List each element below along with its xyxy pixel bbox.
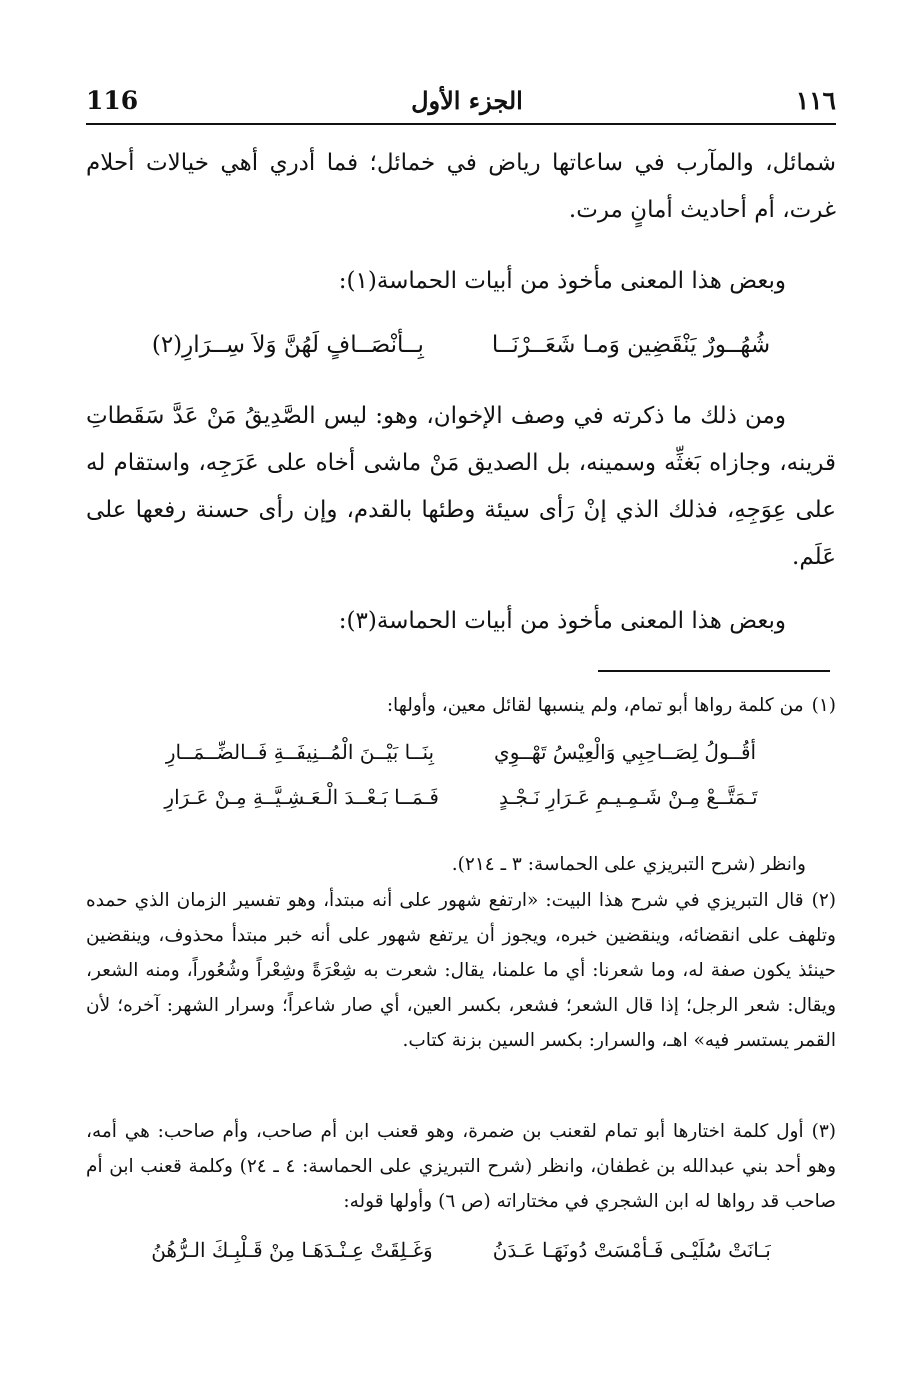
paragraph-2: وبعض هذا المعنى مأخوذ من أبيات الحماسة(١): — [338, 268, 786, 294]
footnote-2-text: قال التبريزي في شرح هذا البيت: «ارتفع شهور على أنه مبتدأ، وهو تفسير الزمان الذي حمده وتلهف على انقضائه، وينقضين خبره، ويجوز أن يرتفع شهور على أنه خبر مبتدأ محذوف، وينقضين حينئذ يكون صفة له، وما شعرنا: أي ما علمنا، يقال: شعرت به شِعْرَةً وشِعْراً وشُعُوراً، ومنه الشعر، ويقال: شعر الرجل؛ إذا قال الشعر؛ فشعر، بكسر العين، أي صار شاعراً؛ وسرار الشهر: آخره؛ لأن القمر يستسر فيه» اهـ، والسرار: بكسر السين بزنة كتاب. — [86, 890, 836, 1051]
footnote-1-verse-1-first: أقُــولُ لِصَــاحِبِي وَالْعِيْسُ تَهْــوِي — [494, 740, 757, 764]
footnote-1-verse-2-first: تَـمَتَّــعْ مِـنْ شَـمِـيـمِ عَـرَارِ نَـجْـدٍ — [498, 785, 758, 809]
running-title: الجزء الأول — [411, 85, 523, 115]
page-number-arabic: ١١٦ — [795, 85, 836, 115]
paragraph-3: ومن ذلك ما ذكرته في وصف الإخوان، وهو: ليس الصَّدِيقُ مَنْ عَدَّ سَقَطاتِ قرينه، وجازاه بَغثِّه وسمينه، بل الصديق مَنْ ماشى أخاه على عَرَجِه، واستقام له على عِوَجِهِ، فذلك الذي إنْ رَأى سيئة وطئها بالقدم، وإن رأى حسنة رفعها على عَلَم. — [86, 403, 836, 570]
footnote-3 — [86, 1114, 836, 1219]
header-rule — [86, 123, 836, 125]
footnote-3-verse-first: بَـانَتْ سُلَيْـى فَـأمْسَتْ دُونَهَـا عَـدَنُ — [492, 1238, 771, 1262]
footnote-3-text: أول كلمة اختارها أبو تمام لقعنب بن ضمرة، وهو قعنب ابن أم صاحب، وأم صاحب: هي أمه، وهو أحد بني عبدالله بن غطفان، وانظر (شرح التبريزي على الحماسة: ٤ ـ ٢٤) وكلمة قعنب ابن أم صاحب قد رواها له ابن الشجري في مختاراته (ص ٦) وأولها قوله: — [86, 1121, 837, 1212]
verse-second-hemistich: بِــأنْصَــافٍ لَهُنَّ وَلاَ سِــرَارِ(٢) — [151, 332, 424, 358]
verse-first-hemistich: شُهُــورٌ يَنْقَضِين وَمـا شَعَــرْنَــا — [491, 332, 771, 358]
footnote-1-verse-2-second: فَـمَــا بَـعْــدَ الْـعَـشِـيَّــةِ مِـنْ عَـرَارِ — [164, 785, 439, 809]
footnote-1-reference: وانظر (شرح التبريزي على الحماسة: ٣ ـ ٢١٤). — [451, 854, 806, 875]
verse-main — [86, 332, 836, 358]
page-number-latin: 116 — [86, 85, 139, 115]
footnote-1-number: (١) — [811, 695, 836, 716]
footnote-3-number: (٣) — [811, 1121, 836, 1142]
paragraph-4: وبعض هذا المعنى مأخوذ من أبيات الحماسة(٣): — [338, 608, 786, 634]
footnote-2-number: (٢) — [811, 890, 836, 911]
footnote-3-verse — [86, 1238, 836, 1262]
footnote-rule — [598, 670, 830, 672]
footnote-1-verse-2 — [86, 785, 836, 809]
footnote-3-verse-second: وَغَـلِقَتْ عِـنْـدَهَـا مِنْ قَـلْبِـكَ الـرُّهُنُ — [151, 1238, 433, 1262]
footnote-1-verse-1-second: بِنَــا بَيْــنَ الْمُــنِيفَــةِ فَــالضِّــمَــارِ — [165, 740, 435, 764]
footnote-1-text: من كلمة رواها أبو تمام، ولم ينسبها لقائل معين، وأولها: — [386, 695, 804, 716]
footnote-1-verse-1 — [86, 740, 836, 764]
paragraph-1: شمائل، والمآرب في ساعاتها رياض في خمائل؛ فما أدري أهي خيالات أحلام غرت، أم أحاديث أمانٍ مرت. — [86, 150, 836, 223]
page-header — [86, 80, 836, 120]
footnote-1-intro — [86, 688, 836, 723]
footnote-2 — [86, 883, 836, 1058]
